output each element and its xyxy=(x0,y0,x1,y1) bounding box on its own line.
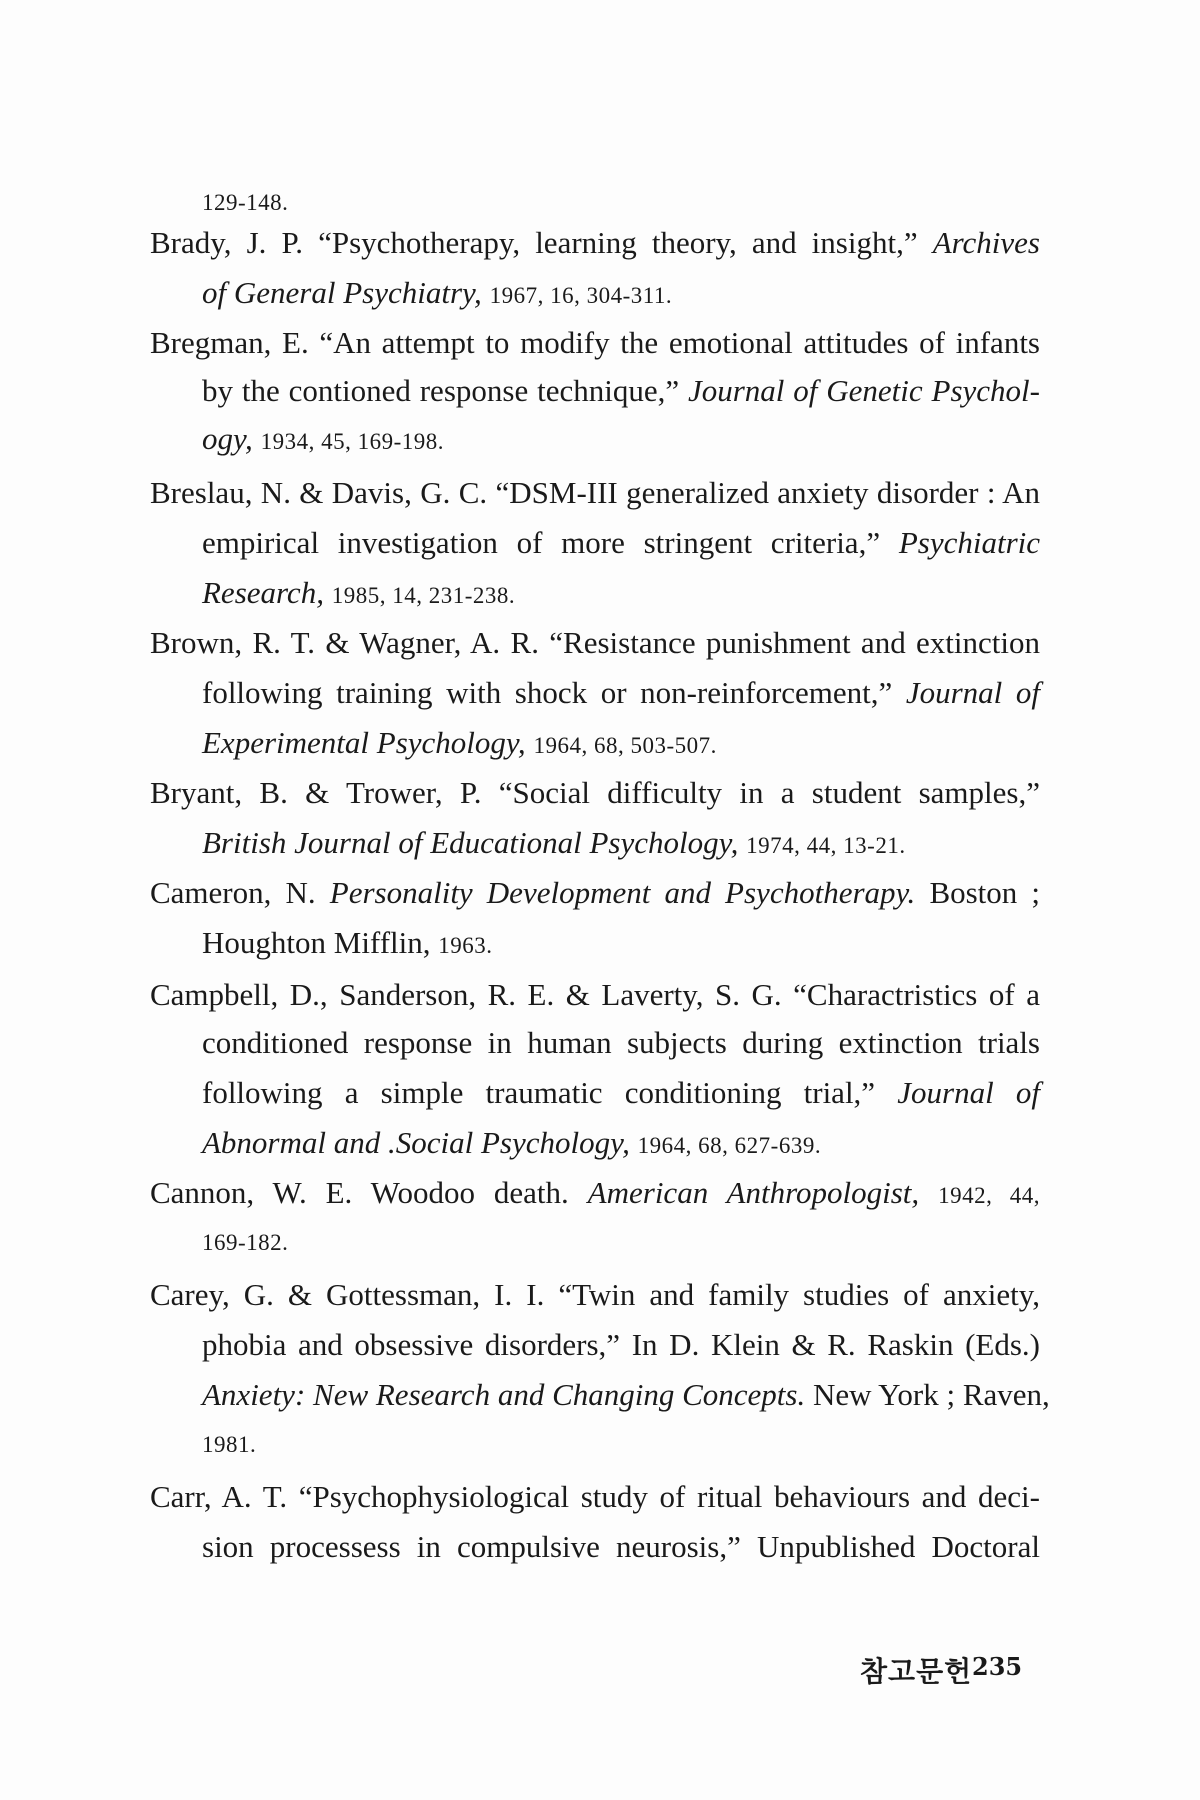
reference-entry-brown xyxy=(150,625,1040,661)
reference-text: empirical investigation of more stringent criteria,” xyxy=(202,525,881,560)
reference-text: Brown, R. T. & Wagner, A. R. “Resistance punishment and extinction xyxy=(150,625,1040,660)
publication-numbers: 1964, 68, 627-639. xyxy=(637,1133,822,1158)
reference-entry-brady xyxy=(150,225,1040,261)
reference-entry-carey xyxy=(150,1277,1040,1313)
journal-title: Abnormal and .Social Psychology, xyxy=(202,1125,630,1160)
reference-line xyxy=(202,1225,288,1261)
reference-line xyxy=(202,421,444,460)
reference-entry-bryant xyxy=(150,775,1040,811)
page-footer xyxy=(0,1650,1200,1690)
reference-entry-bregman xyxy=(150,325,1040,361)
reference-text: phobia and obsessive disorders,” In D. Klein & R. Raskin (Eds.) xyxy=(202,1327,1040,1362)
reference-text: sion processess in compulsive neurosis,” Unpublished Doctoral xyxy=(202,1529,1040,1564)
journal-title: Research, xyxy=(202,575,324,610)
reference-line xyxy=(202,275,672,314)
running-head: 참고문헌 xyxy=(860,1655,973,1688)
journal-title: of General Psychiatry, xyxy=(202,275,482,310)
publisher: Houghton Mifflin, xyxy=(202,925,431,960)
publication-numbers: 1964, 68, 503-507. xyxy=(533,733,717,758)
publication-numbers: 1974, 44, 13-21. xyxy=(746,833,906,858)
journal-title: ogy, xyxy=(202,421,253,456)
reference-line xyxy=(202,725,717,764)
reference-line xyxy=(202,1075,1040,1111)
reference-line xyxy=(202,1125,821,1164)
journal-title: Journal of xyxy=(897,1075,1040,1110)
journal-title: Psychiatric xyxy=(898,525,1041,560)
reference-text: Campbell, D., Sanderson, R. E. & Laverty, S. G. “Charactristics of a xyxy=(150,977,1040,1012)
reference-line xyxy=(202,1327,1040,1363)
reference-text: Cannon, W. E. Woodoo death. xyxy=(150,1175,569,1210)
reference-line xyxy=(202,1529,1040,1565)
reference-entry-cannon xyxy=(150,1175,1040,1214)
reference-line xyxy=(202,185,288,221)
reference-entry-breslau xyxy=(150,475,1040,511)
reference-text: Bregman, E. “An attempt to modify the emotional attitudes of infants xyxy=(150,325,1040,360)
reference-text: by the contioned response technique,” xyxy=(202,373,680,408)
journal-title: Experimental Psychology, xyxy=(202,725,526,760)
journal-title: Journal of xyxy=(905,675,1040,710)
reference-text: following a simple traumatic conditioning trial,” xyxy=(202,1075,876,1110)
journal-title: British Journal of Educational Psychology, xyxy=(202,825,739,860)
reference-line xyxy=(202,373,1040,409)
reference-line xyxy=(202,1427,256,1463)
reference-line xyxy=(202,1377,1050,1413)
publication-numbers: 1967, 16, 304-311. xyxy=(489,283,673,308)
book-title: Anxiety: New Research and Changing Concepts. xyxy=(202,1377,806,1412)
reference-entry-carr xyxy=(150,1479,1040,1515)
reference-text: Breslau, N. & Davis, G. C. “DSM-III generalized anxiety disorder : An xyxy=(150,475,1040,510)
reference-author: Cameron, N. xyxy=(150,875,316,910)
journal-title: Journal of Genetic Psychol- xyxy=(687,373,1040,408)
publication-year: 1963. xyxy=(438,933,493,958)
reference-line xyxy=(202,675,1040,711)
publisher: New York ; Raven, xyxy=(812,1377,1050,1412)
reference-text: Brady, J. P. “Psychotherapy, learning theory, and insight,” xyxy=(150,225,918,260)
publisher-city: Boston ; xyxy=(929,875,1041,910)
reference-entry-campbell xyxy=(150,977,1040,1013)
journal-title: American Anthropologist, xyxy=(587,1175,920,1210)
publication-numbers: 1985, 14, 231-238. xyxy=(331,583,516,608)
journal-title: Archives xyxy=(932,225,1040,260)
reference-text: Bryant, B. & Trower, P. “Social difficulty in a student samples,” xyxy=(150,775,1040,810)
reference-line xyxy=(202,525,1040,561)
reference-text: Carr, A. T. “Psychophysiological study of ritual behaviours and deci- xyxy=(150,1479,1040,1514)
book-title: Personality Development and Psychotherapy. xyxy=(329,875,916,910)
publication-numbers: 1934, 45, 169-198. xyxy=(260,429,444,454)
reference-text: following training with shock or non-reinforcement,” xyxy=(202,675,893,710)
page-range: 129-148. xyxy=(202,190,289,215)
reference-line xyxy=(202,925,493,964)
reference-text: Carey, G. & Gottessman, I. I. “Twin and family studies of anxiety, xyxy=(150,1277,1040,1312)
reference-line xyxy=(202,575,515,614)
reference-line xyxy=(202,825,906,864)
publication-numbers: 1942, 44, xyxy=(938,1183,1041,1208)
publication-year: 1981. xyxy=(202,1432,257,1457)
reference-entry-cameron xyxy=(150,875,1040,911)
reference-line xyxy=(202,1025,1040,1061)
reference-text: conditioned response in human subjects during extinction trials xyxy=(202,1025,1040,1060)
page-range: 169-182. xyxy=(202,1230,289,1255)
page-number: 235 xyxy=(972,1652,1023,1681)
